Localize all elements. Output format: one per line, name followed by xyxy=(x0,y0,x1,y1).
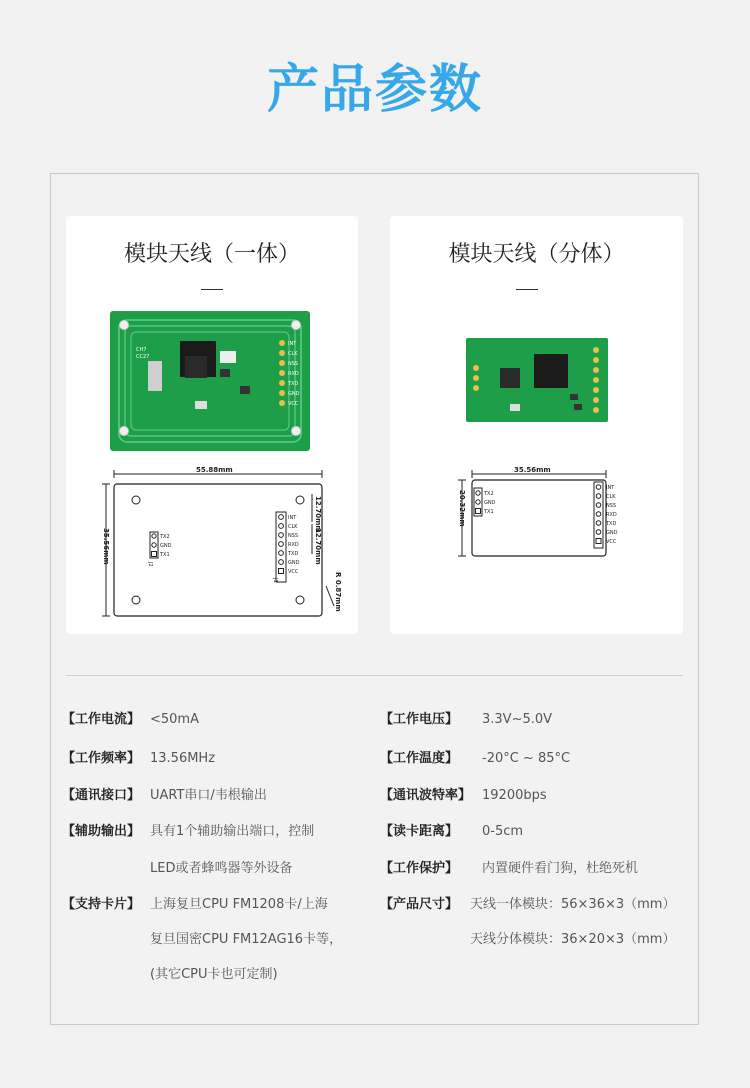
pin-label: INT xyxy=(288,515,297,521)
spec-value-baudrate: 19200bps xyxy=(482,788,547,803)
dimension-height: 35.56mm xyxy=(102,528,110,565)
spec-label-current: 【工作电流】 xyxy=(62,712,141,727)
pin-label: NSS xyxy=(606,503,617,509)
spec-value-size: 天线分体模块：36×20×3（mm） xyxy=(470,932,676,947)
reader-chip xyxy=(500,368,520,388)
pin-label: GND xyxy=(288,560,300,566)
dimension-height: 20.32mm xyxy=(458,490,466,527)
crystal xyxy=(220,351,236,363)
reader-chip xyxy=(185,356,207,378)
mount-hole xyxy=(292,427,301,436)
card-title: 模块天线（一体） xyxy=(123,242,300,267)
spec-label-aux-output: 【辅助输出】 xyxy=(62,824,141,839)
pin-label: VCC xyxy=(606,539,617,545)
spec-value-size: 天线一体模块：56×36×3（mm） xyxy=(470,897,676,912)
pin-label: TX2 xyxy=(160,534,170,540)
pin-label: GND xyxy=(288,391,300,397)
pin-label: VCC xyxy=(288,569,299,575)
card-split-antenna xyxy=(390,216,683,634)
pin-label: TX2 xyxy=(484,491,494,497)
mount-hole xyxy=(120,427,129,436)
pin-label: NSS xyxy=(288,533,299,539)
dimension-pitch: 12.70mm xyxy=(314,528,322,565)
spec-label-protection: 【工作保护】 xyxy=(380,861,459,876)
component xyxy=(570,394,578,400)
connector-j2 xyxy=(150,532,158,558)
connector-label: J2 xyxy=(147,562,153,567)
pin-label: GND xyxy=(606,530,618,536)
pin-label: TX1 xyxy=(484,509,494,515)
pin-label: TX1 xyxy=(160,552,170,558)
pin-label: RXD xyxy=(288,542,299,548)
spec-label-baudrate: 【通讯波特率】 xyxy=(380,788,472,803)
spec-label-voltage: 【工作电压】 xyxy=(380,712,459,727)
spec-value-frequency: 13.56MHz xyxy=(150,751,216,766)
spec-value-aux-output: LED或者蜂鸣器等外设备 xyxy=(150,861,293,876)
connector-j1 xyxy=(276,512,286,582)
dimension-width: 35.56mm xyxy=(514,466,551,474)
spec-value-cards: (其它CPU卡也可定制) xyxy=(150,967,278,982)
pin-label: TXD xyxy=(288,551,299,557)
pin-label: CLK xyxy=(606,494,616,500)
page-title: 产品参数 xyxy=(266,60,483,120)
spec-value-current: <50mA xyxy=(150,712,199,727)
section-divider xyxy=(66,675,683,676)
mount-hole xyxy=(120,321,129,330)
spec-label-size: 【产品尺寸】 xyxy=(380,897,459,912)
spec-value-temperature: -20°C ~ 85°C xyxy=(482,751,571,766)
mcu-chip xyxy=(534,354,568,388)
pin-label: INT xyxy=(288,341,297,347)
pin-label: GND xyxy=(160,543,172,549)
spec-label-read-distance: 【读卡距离】 xyxy=(380,824,459,839)
dimension-diagram-integrated xyxy=(98,466,348,626)
pin-label: CLK xyxy=(288,524,298,530)
connector-label: J1 xyxy=(272,578,278,583)
title-dash xyxy=(516,289,538,290)
pin-label: NSS xyxy=(288,361,299,367)
pin-label: GND xyxy=(484,500,496,506)
spec-value-read-distance: 0-5cm xyxy=(482,824,524,839)
spec-value-voltage: 3.3V~5.0V xyxy=(482,712,553,727)
pcb-photo-integrated xyxy=(110,311,310,451)
component xyxy=(195,401,207,409)
spec-value-interface: UART串口/韦根输出 xyxy=(150,788,267,803)
pin-header-left xyxy=(473,365,479,391)
component xyxy=(220,369,230,377)
spec-value-protection: 内置硬件看门狗，杜绝死机 xyxy=(482,861,639,876)
spec-label-cards: 【支持卡片】 xyxy=(62,897,141,912)
spec-value-cards: 上海复旦CPU FM1208卡/上海 xyxy=(150,897,328,912)
spec-label-frequency: 【工作频率】 xyxy=(62,751,141,766)
pin-label: VCC xyxy=(288,401,299,407)
title-dash xyxy=(201,289,223,290)
component xyxy=(510,404,520,411)
spec-label-interface: 【通讯接口】 xyxy=(62,788,141,803)
connector-left xyxy=(474,488,482,516)
mount-hole xyxy=(292,321,301,330)
spec-label-temperature: 【工作温度】 xyxy=(380,751,459,766)
component xyxy=(240,386,250,394)
dimension-width: 55.88mm xyxy=(196,466,233,474)
card-title: 模块天线（分体） xyxy=(448,242,625,267)
dimension-diagram-split xyxy=(454,466,624,566)
connector-right xyxy=(594,482,603,548)
spec-value-cards: 复旦国密CPU FM12AG16卡等， xyxy=(150,932,343,947)
pcb-photo-split xyxy=(466,338,608,422)
pin-label: TXD xyxy=(606,521,617,527)
spec-value-aux-output: 具有1个辅助输出端口，控制 xyxy=(150,824,315,839)
pcb-silk-label: CH7 xyxy=(136,347,147,353)
pin-label: TXD xyxy=(288,381,299,387)
component xyxy=(148,361,162,391)
pcb-silk-label: CC27 xyxy=(136,354,150,360)
pin-label: INT xyxy=(606,485,615,491)
dimension-pitch: 12.70mm xyxy=(314,496,322,533)
pin-label: RXD xyxy=(606,512,617,518)
pin-label: CLK xyxy=(288,351,298,357)
component xyxy=(574,404,582,410)
card-integrated-antenna xyxy=(66,216,358,634)
dimension-radius: R 0.87mm xyxy=(334,572,342,612)
pin-label: RXD xyxy=(288,371,299,377)
